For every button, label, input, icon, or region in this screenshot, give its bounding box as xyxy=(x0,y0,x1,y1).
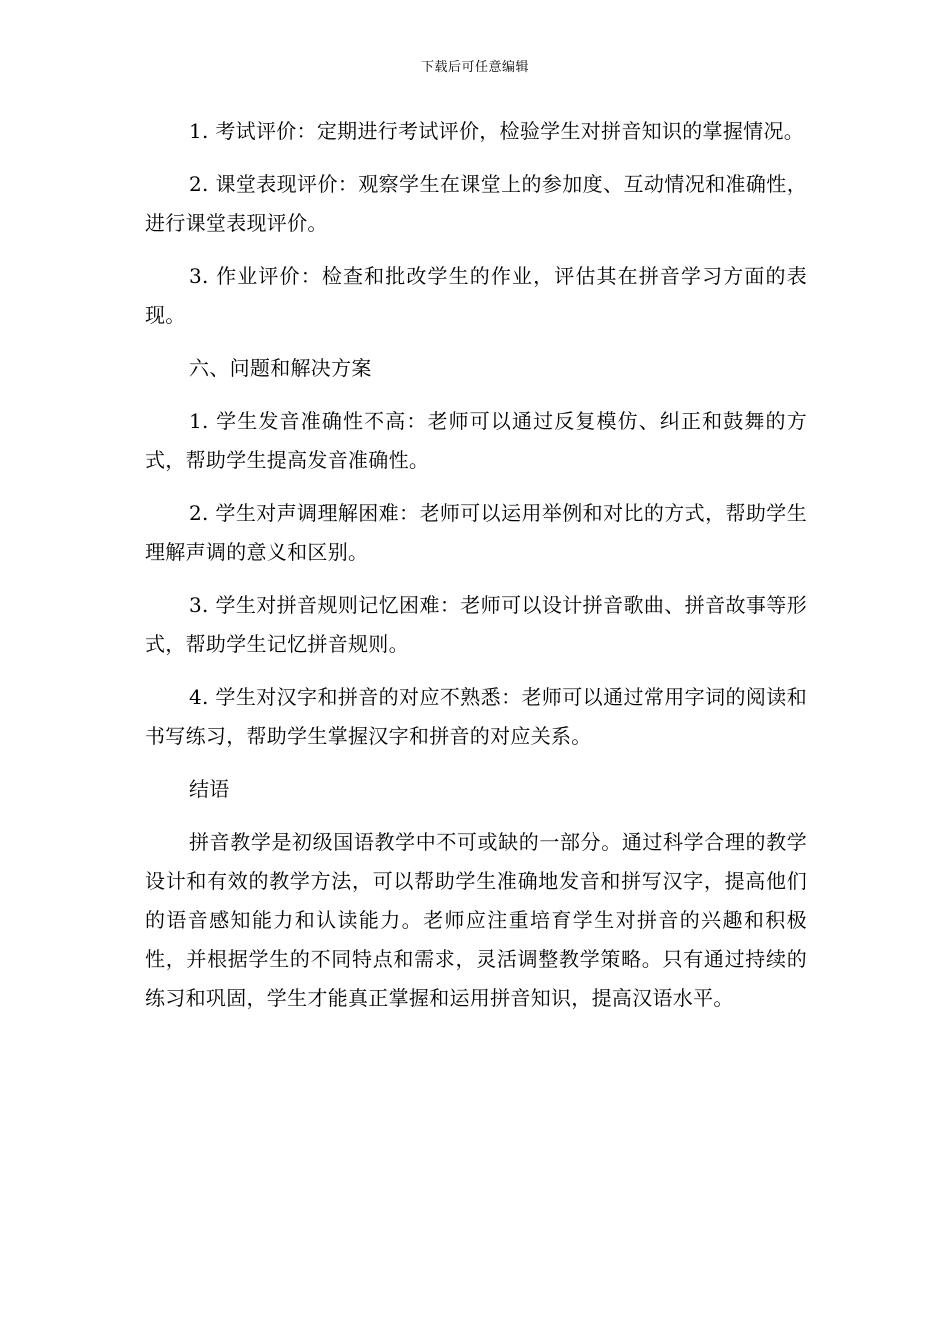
paragraph-exam-evaluation: 1. 考试评价：定期进行考试评价，检验学生对拼音知识的掌握情况。 xyxy=(189,119,805,143)
document-body xyxy=(145,112,807,1032)
paragraph-homework-evaluation: 3. 作业评价：检查和批改学生的作业，评估其在拼音学习方面的表现。 xyxy=(145,264,807,327)
page-header: 下载后可任意编辑 xyxy=(420,60,529,75)
section-heading-conclusion: 结语 xyxy=(189,777,230,801)
paragraph-classroom-evaluation: 2. 课堂表现评价：观察学生在课堂上的参加度、互动情况和准确性，进行课堂表现评价。 xyxy=(145,172,807,235)
section-heading-problems: 六、问题和解决方案 xyxy=(189,356,372,380)
paragraph-rules-memory: 3. 学生对拼音规则记忆困难：老师可以设计拼音歌曲、拼音故事等形式，帮助学生记忆拼音规则。 xyxy=(145,593,807,656)
paragraph-conclusion: 拼音教学是初级国语教学中不可或缺的一部分。通过科学合理的教学设计和有效的教学方法，可以帮助学生准确地发音和拼写汉字，提高他们的语音感知能力和认读能力。老师应注重培育学生对拼音的兴趣和积极性，并根据学生的不同特点和需求，灵活调整教学策略。只有通过持续的练习和巩固，学生才能真正掌握和运用拼音知识，提高汉语水平。 xyxy=(145,830,807,1010)
paragraph-hanzi-pinyin: 4. 学生对汉字和拼音的对应不熟悉：老师可以通过常用字词的阅读和书写练习，帮助学生掌握汉字和拼音的对应关系。 xyxy=(145,685,807,748)
paragraph-tones: 2. 学生对声调理解困难：老师可以运用举例和对比的方式，帮助学生理解声调的意义和区别。 xyxy=(145,501,807,564)
paragraph-pronunciation: 1. 学生发音准确性不高：老师可以通过反复模仿、纠正和鼓舞的方式，帮助学生提高发音准确性。 xyxy=(145,409,807,472)
